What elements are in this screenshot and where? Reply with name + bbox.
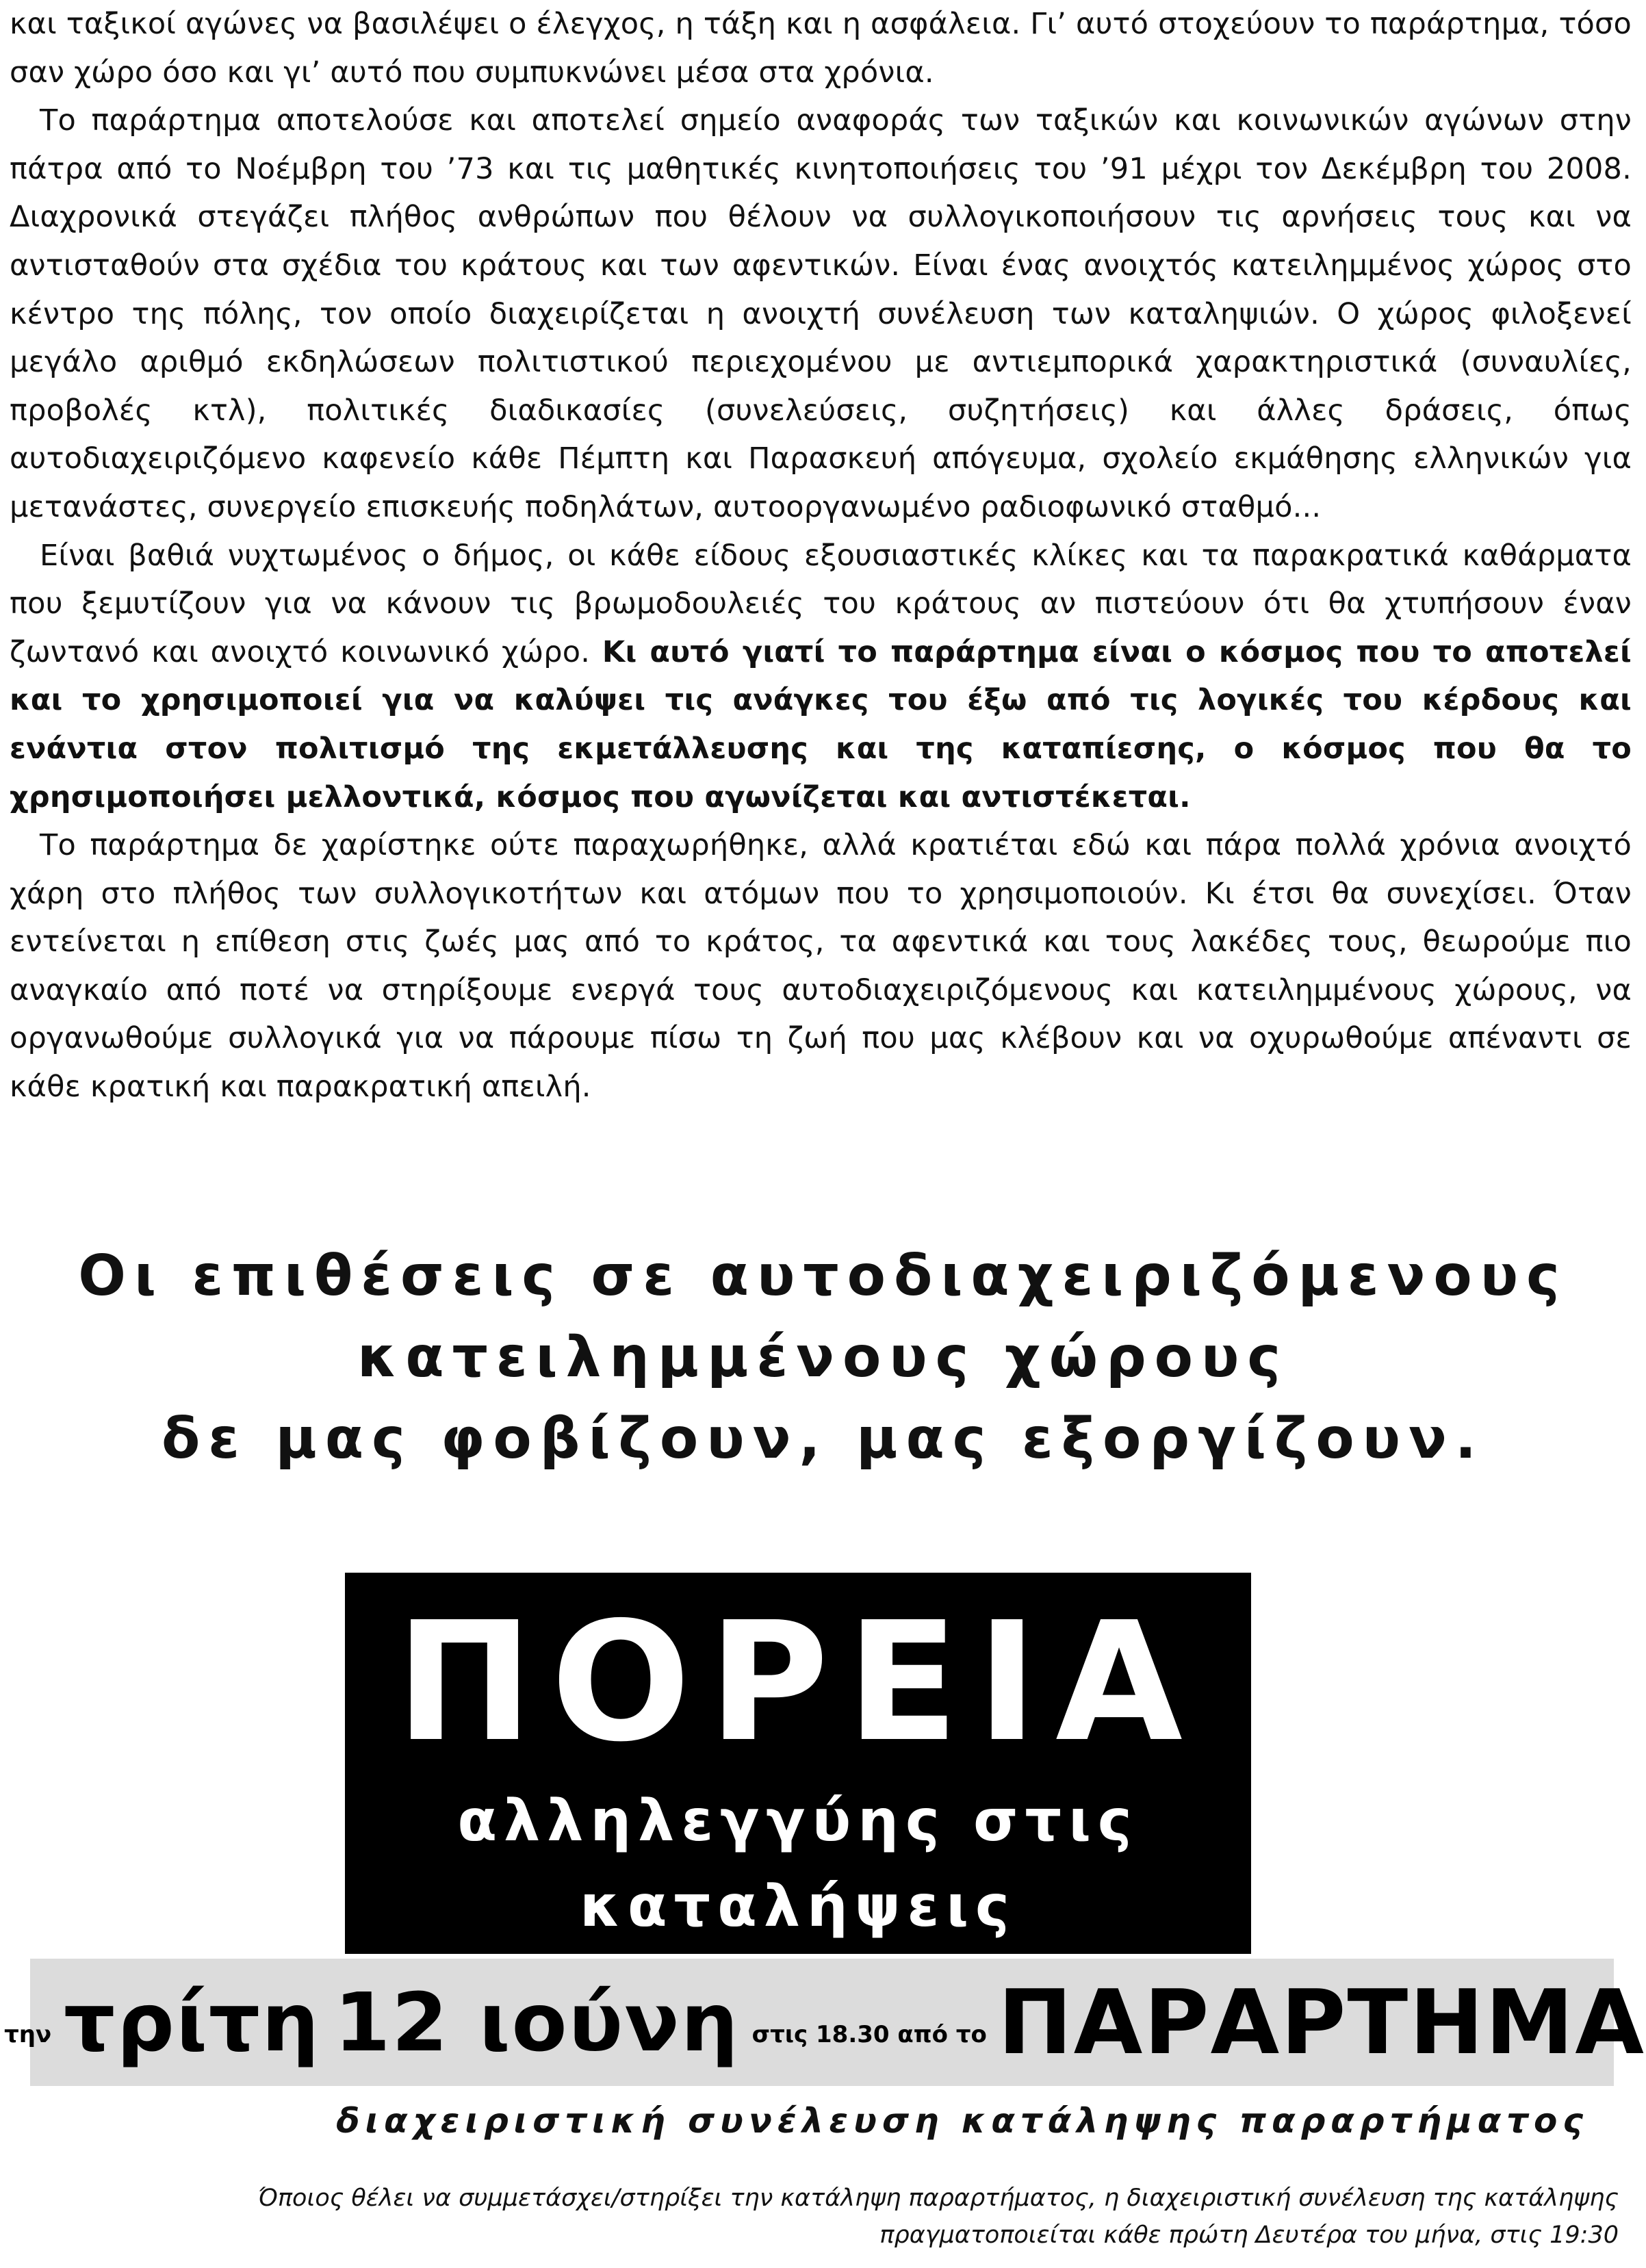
paragraph-2: Το παράρτημα αποτελούσε και αποτελεί σημείο αναφοράς των ταξικών και κοινωνικών αγώνων στην πάτρα από το Νοέμβρη του ’73 και τις μαθητικές κινητοποιήσεις του ’91 μέχρι τον Δεκέμβρη του 2008. Διαχρονικά στεγάζει πλήθος ανθρώπων που θέλουν να συλλογικοποιήσουν τις αρνήσεις τους και να αντισταθούν στα σχέδια του κράτους και των αφεντικών. Είναι ένας ανοιχτός κατειλημμένος χώρος στο κέντρο της πόλης, τον οποίο διαχειρίζεται η ανοιχτή συνέλευση των καταληψιών. Ο χώρος φιλοξενεί μεγάλο αριθμό εκδηλώσεων πολιτιστικού περιεχομένου με αντιεμπορικά χαρακτηριστικά (συναυλίες, προβολές κτλ), πολιτικές διαδικασίες (συνελεύσεις, συζητήσεις) και άλλες δράσεις, όπως αυτοδιαχειριζόμενο καφενείο κάθε Πέμπτη και Παρασκευή απόγευμα, σχολείο εκμάθησης ελληνικών για μετανάστες, συνεργείο επισκευής ποδηλάτων, αυτοοργανωμένο ραδιοφωνικό σταθμό... (10, 103, 1632, 524)
date-place: ΠΑΡΑΡΤΗΜΑ (997, 1970, 1645, 2074)
slogan (0, 1235, 1646, 1480)
footer-note-line-2: πραγματοποιείται κάθε πρώτη Δευτέρα του μήνα, στις 19:30 (879, 2221, 1619, 2249)
footer-note (250, 2180, 1619, 2254)
paragraph-1: και ταξικοί αγώνες να βασιλέψει ο έλεγχος, η τάξη και η ασφάλεια. Γι’ αυτό στοχεύουν το παράρτημα, τόσο σαν χώρο όσο και γι’ αυτό που συμπυκνώνει μέσα στα χρόνια. (10, 7, 1632, 90)
paragraph-3-text: Είναι βαθιά νυχτωμένος ο δήμος, οι κάθε είδους εξουσιαστικές κλίκες και τα παρακρατικά καθάρματα που ξεμυτίζουν για να κάνουν τις βρωμοδουλειές του κράτους αν πιστεύουν ότι θα χτυπήσουν έναν ζωντανό και ανοιχτό κοινωνικό χώρο. (10, 538, 1632, 669)
march-subtitle (345, 1778, 1251, 1949)
date-time: στις 18.30 από το (751, 2021, 987, 2048)
paragraph-3 (10, 532, 1632, 822)
date-prefix: την (4, 2021, 52, 2048)
slogan-line-2: κατειλημμένους χώρους (357, 1325, 1289, 1390)
paragraph-4: Το παράρτημα δε χαρίστηκε ούτε παραχωρήθηκε, αλλά κρατιέται εδώ και πάρα πολλά χρόνια ανοιχτό χάρη στο πλήθος των συλλογικοτήτων και ατόμων που το χρησιμοποιούν. Κι έτσι θα συνεχίσει. Όταν εντείνεται η επίθεση στις ζωές μας από το κράτος, τα αφεντικά και τους λακέδες τους, θεωρούμε πιο αναγκαίο από ποτέ να στηρίξουμε ενεργά τους αυτοδιαχειριζόμενους και κατειλημμένους χώρους, να οργανωθούμε συλλογικά για να πάρουμε πίσω τη ζωή που μας κλέβουν και να οχυρωθούμε απέναντι σε κάθε κρατική και παρακρατική απειλή. (10, 828, 1632, 1105)
body-text (10, 0, 1632, 1111)
march-banner (345, 1573, 1251, 1954)
date-day: τρίτη (64, 1975, 321, 2070)
march-subtitle-line-2: καταλήψεις (580, 1872, 1016, 1940)
date-date: 12 ιούνη (334, 1975, 740, 2070)
march-title: ΠΟΡΕΙΑ (396, 1586, 1200, 1778)
signature: διαχειριστική συνέλευση κατάληψης παραρτήματος (336, 2101, 1589, 2141)
date-bar (4, 1959, 1645, 2086)
paragraph-3-bold-text: Κι αυτό γιατί το παράρτημα είναι ο κόσμος που το αποτελεί και το χρησιμοποιεί για να καλύψει τις ανάγκες του έξω από τις λογικές του κέρδους και ενάντια στον πολιτισμό της εκμετάλλευσης και της καταπίεσης, ο κόσμος που θα το χρησιμοποιήσει μελλοντικά, κόσμος που αγωνίζεται και αντιστέκεται. (10, 634, 1632, 814)
march-subtitle-line-1: αλληλεγγύης στις (457, 1787, 1139, 1854)
footer-note-line-1: Όποιος θέλει να συμμετάσχει/στηρίξει την κατάληψη παραρτήματος, η διαχειριστική συνέλευση της κατάληψης (257, 2185, 1619, 2212)
slogan-line-3: δε μας φοβίζουν, μας εξοργίζουν. (161, 1406, 1485, 1471)
slogan-line-1: Οι επιθέσεις σε αυτοδιαχειριζόμενους (78, 1243, 1568, 1309)
